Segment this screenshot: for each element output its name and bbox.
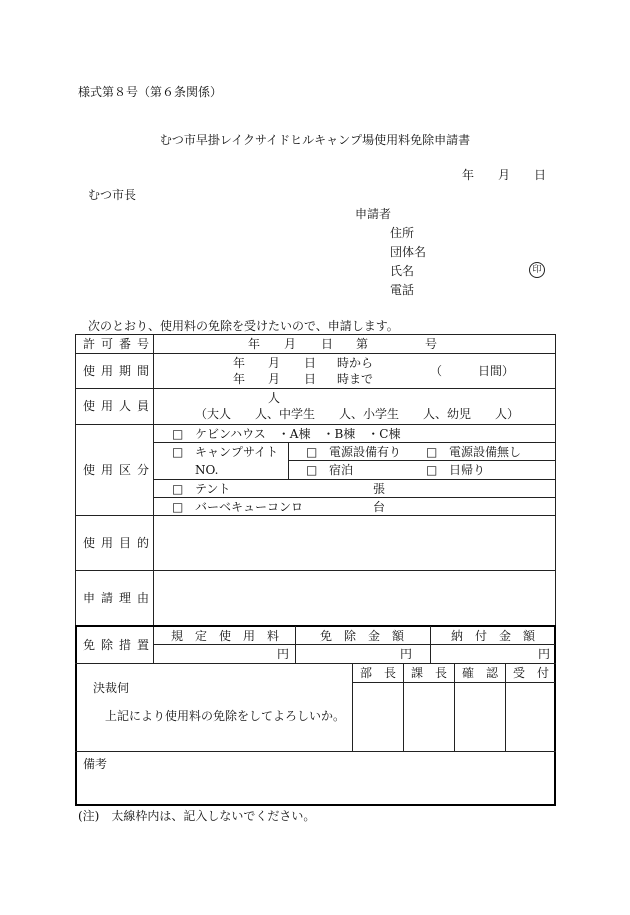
bbq-unit: 台 — [373, 500, 386, 514]
cabin-checkbox[interactable]: □ — [172, 427, 184, 441]
permit-year: 年 — [248, 337, 261, 351]
seal-mark: 印 — [529, 262, 545, 278]
applicant-label: 申請者 — [355, 207, 392, 221]
day-trip-option: 日帰り — [449, 463, 486, 477]
date-day-label: 日 — [534, 168, 547, 182]
power-yes-option: 電源設備有り — [329, 445, 402, 459]
exempt-amount-yen: 円 — [400, 647, 413, 661]
payment-amount-yen: 円 — [538, 647, 551, 661]
exempt-amount-header: 免 除 金 額 — [320, 629, 405, 643]
permit-go: 号 — [425, 337, 438, 351]
decision-text: 上記により使用料の免除をしてよろしいか。 — [105, 709, 346, 723]
people-breakdown: （大人 人、中学生 人、小学生 人、幼児 人） — [195, 407, 520, 421]
application-form-table — [75, 334, 556, 806]
period-from-time: 時から — [337, 356, 374, 370]
footnote: (注) 太線枠内は、記入しないでください。 — [78, 809, 316, 823]
stay-checkbox[interactable]: □ — [306, 463, 318, 477]
regular-fee-header: 規 定 使 用 料 — [171, 629, 280, 643]
campsite-number: NO. — [195, 463, 219, 477]
permit-number-label: 許可番号 — [83, 337, 156, 351]
stamp-section-head: 課 長 — [411, 666, 448, 680]
use-period-label: 使用期間 — [83, 364, 156, 378]
date-year-label: 年 — [462, 168, 475, 182]
period-to-year: 年 — [233, 372, 246, 386]
applicant-phone-label: 電話 — [390, 283, 415, 297]
regular-fee-yen: 円 — [277, 647, 290, 661]
period-from-year: 年 — [233, 356, 246, 370]
addressee: むつ市長 — [88, 188, 137, 202]
application-reason-label: 申請理由 — [83, 591, 156, 605]
tent-option: テント — [195, 482, 231, 496]
bbq-checkbox[interactable]: □ — [172, 500, 184, 514]
stamp-confirmation: 確 認 — [462, 666, 499, 680]
period-days: （ 日間） — [430, 364, 515, 378]
payment-amount-header: 納 付 金 額 — [451, 629, 536, 643]
permit-day: 日 — [321, 337, 334, 351]
applicant-group-label: 団体名 — [390, 245, 427, 259]
permit-dai: 第 — [356, 337, 369, 351]
campsite-option: キャンプサイト — [195, 445, 279, 459]
period-from-day: 日 — [304, 356, 317, 370]
stay-option: 宿泊 — [329, 463, 354, 477]
period-to-day: 日 — [304, 372, 317, 386]
people-unit: 人 — [268, 391, 281, 405]
tent-unit: 張 — [373, 482, 386, 496]
power-no-checkbox[interactable]: □ — [426, 445, 438, 459]
period-from-month: 月 — [268, 356, 281, 370]
remarks-label: 備考 — [83, 757, 108, 771]
form-number: 様式第８号（第６条関係） — [78, 85, 223, 99]
power-yes-checkbox[interactable]: □ — [306, 445, 318, 459]
applicant-name-label: 氏名 — [390, 264, 415, 278]
use-category-label: 使用区分 — [83, 463, 156, 477]
period-to-month: 月 — [268, 372, 281, 386]
bbq-option: バーベキューコンロ — [195, 500, 304, 514]
document-title: むつ市早掛レイクサイドヒルキャンプ場使用料免除申請書 — [159, 133, 471, 147]
date-month-label: 月 — [498, 168, 511, 182]
period-to-time: 時まで — [337, 372, 374, 386]
decision-label: 決裁伺 — [93, 681, 130, 695]
cabin-option: ケビンハウス ・A棟 ・B棟 ・C棟 — [195, 427, 401, 441]
people-count-label: 使用人員 — [83, 399, 156, 413]
campsite-checkbox[interactable]: □ — [172, 445, 184, 459]
day-trip-checkbox[interactable]: □ — [426, 463, 438, 477]
stamp-department-head: 部 長 — [360, 666, 397, 680]
exemption-label: 免除措置 — [83, 638, 156, 652]
applicant-address-label: 住所 — [390, 226, 415, 240]
permit-month: 月 — [284, 337, 297, 351]
lead-sentence: 次のとおり、使用料の免除を受けたいので、申請します。 — [88, 319, 399, 333]
tent-checkbox[interactable]: □ — [172, 482, 184, 496]
power-no-option: 電源設備無し — [449, 445, 522, 459]
stamp-reception: 受 付 — [513, 666, 550, 680]
use-purpose-label: 使用目的 — [83, 536, 156, 550]
